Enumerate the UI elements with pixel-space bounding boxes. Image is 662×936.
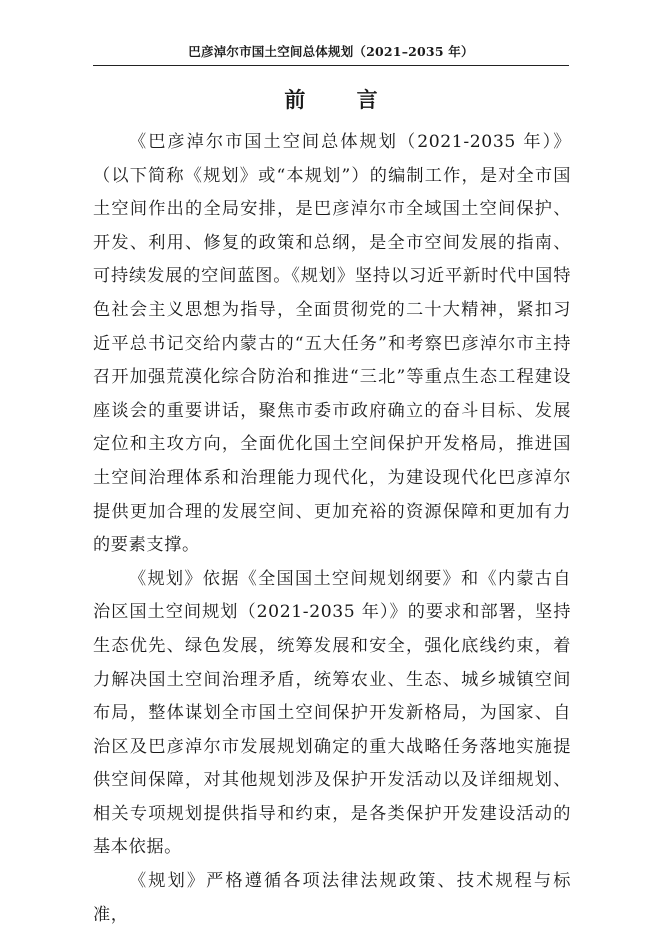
paragraph-compliance: 《规划》严格遵循各项法律法规政策、技术规程与标准， [93, 871, 571, 925]
header-rule [93, 65, 569, 66]
body-text [93, 126, 571, 932]
section-title: 前 言 [284, 87, 400, 112]
running-header: 巴彦淖尔市国土空间总体规划（2021–2035 年） [188, 44, 474, 59]
paragraph-basis: 《规划》依据《全国国土空间规划纲要》和《内蒙古自治区国土空间规划（2021-2035 年）》的要求和部署，坚持生态优先、绿色发展，统筹发展和安全，强化底线约束，着力解决国土空间治理矛盾，统筹农业、生态、城乡城镇空间布局，整体谋划全市国土空间保护开发新格局，为国家、自治区及巴彦淖尔市发展规划确定的重大战略任务落地实施提供空间保障，对其他规划涉及保护开发活动以及详细规划、相关专项规划提供指导和约束，是各类保护开发建设活动的基本依据。 [93, 568, 571, 858]
paragraph-intro: 《巴彦淖尔市国土空间总体规划（2021-2035 年）》（以下简称《规划》或“本规划”）的编制工作，是对全市国土空间作出的全局安排，是巴彦淖尔市全域国土空间保护、开发、利用、修复的政策和总纲，是全市空间发展的指南、可持续发展的空间蓝图。《规划》坚持以习近平新时代中国特色社会主义思想为指导，全面贯彻党的二十大精神，紧扣习近平总书记交给内蒙古的“五大任务”和考察巴彦淖尔市主持召开加强荒漠化综合防治和推进“三北”等重点生态工程建设座谈会的重要讲话，聚焦市委市政府确立的奋斗目标、发展定位和主攻方向，全面优化国土空间保护开发格局，推进国土空间治理体系和治理能力现代化，为建设现代化巴彦淖尔提供更加合理的发展空间、更加充裕的资源保障和更加有力的要素支撑。 [93, 132, 571, 556]
